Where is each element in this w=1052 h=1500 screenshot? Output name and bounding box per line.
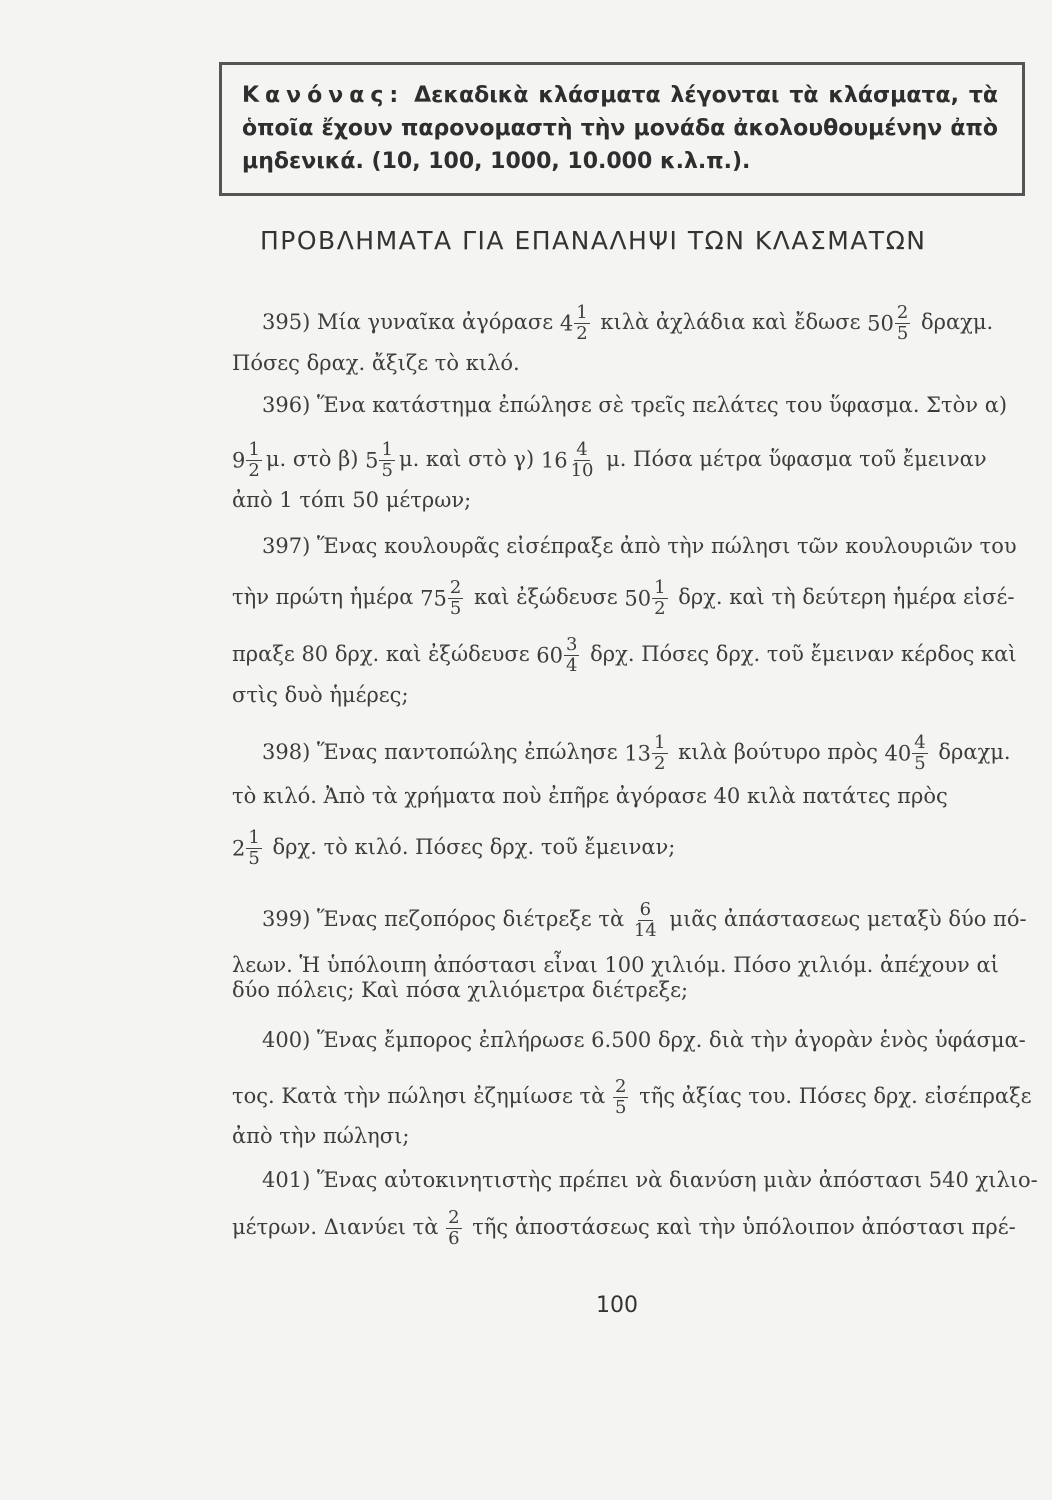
line-text: δρχ. καὶ τὴ δεύτερη ἡμέρα εἰσέ- (671, 585, 1015, 609)
rule-text: Δεκαδικὰ κλάσματα λέγονται τὰ κλάσματα, τὰ ὁποῖα ἔχουν παρονομαστὴ τὴν μονάδα ἀκολουθουμένην ἀπὸ μηδενικά. (10, 100, 1000, 10.000 κ.λ.π.). (242, 83, 998, 174)
line-text: κιλὰ ἀχλάδια καὶ ἔδωσε (593, 310, 868, 334)
denominator: 5 (615, 1097, 627, 1118)
mixed-number (365, 440, 399, 481)
mixed-number (612, 1077, 632, 1118)
numerator: 1 (248, 439, 260, 460)
text-line (232, 952, 1022, 978)
mixed-number (867, 303, 914, 344)
numerator: 2 (449, 577, 462, 598)
denominator: 5 (914, 753, 926, 774)
line-text: 397) Ἕνας κουλουρᾶς εἰσέπραξε ἀπὸ τὴν πώλησι τῶν κουλουριῶν του (262, 534, 1017, 558)
text-line (232, 1208, 1022, 1249)
denominator: 2 (576, 323, 588, 344)
line-text: 401) Ἕνας αὐτοκινητιστὴς πρέπει νὰ διανύση μιὰν ἀπόστασι 540 χιλιο- (262, 1168, 1038, 1192)
line-text: δραχμ. (931, 740, 1011, 764)
numerator: 4 (576, 439, 588, 460)
text-line (232, 578, 1022, 619)
fraction (632, 900, 659, 941)
line-text: 395) Μία γυναῖκα ἀγόρασε (262, 310, 560, 334)
text-line (232, 1123, 1022, 1149)
denominator: 5 (896, 323, 909, 344)
whole-part: 9 (232, 448, 246, 473)
text-line (262, 303, 1022, 344)
text-line (232, 1076, 1032, 1118)
rule-box (219, 62, 1025, 196)
text-line (262, 1027, 1026, 1053)
denominator: 5 (381, 460, 393, 481)
fraction (246, 828, 261, 869)
denominator: 6 (448, 1228, 460, 1249)
line-text: 400) Ἕνας ἔμπορος ἐπλήρωσε 6.500 δρχ. διὰ τὴν ἀγορὰν ἑνὸς ὑφάσμα- (262, 1028, 1026, 1052)
line-text: Πόσες δραχ. ἄξιζε τὸ κιλό. (232, 351, 520, 375)
fraction (379, 440, 394, 481)
mixed-number (624, 733, 671, 774)
fraction (569, 440, 596, 481)
line-text: δρχ. Πόσες δρχ. τοῦ ἔμειναν κέρδος καὶ (583, 642, 1017, 666)
numerator: 3 (566, 634, 578, 655)
text-line (232, 350, 1022, 376)
whole-part: 50 (867, 311, 894, 336)
text-line (232, 828, 1022, 869)
fraction (895, 303, 910, 344)
numerator: 1 (654, 732, 666, 753)
mixed-number (560, 303, 594, 344)
fraction (652, 733, 667, 774)
numerator: 2 (896, 302, 909, 323)
line-text: τος. Κατὰ τὴν πώλησι ἐζημίωσε τὰ (232, 1084, 613, 1108)
text-line (262, 733, 1022, 774)
whole-part: 60 (536, 643, 563, 668)
numerator: 1 (576, 302, 588, 323)
line-text: ἀπὸ τὴν πώλησι; (232, 1124, 410, 1148)
whole-part: 75 (420, 586, 447, 611)
line-text: δραχμ. (914, 310, 994, 334)
text-line (232, 783, 1022, 809)
denominator: 5 (449, 598, 462, 619)
text-line (232, 440, 1022, 481)
numerator: 1 (654, 577, 666, 598)
line-text: λεων. Ἡ ὑπόλοιπη ἀπόστασι εἶναι 100 χιλιόμ. Πόσο χιλιόμ. ἀπέχουν αἱ (232, 953, 999, 977)
mixed-number (232, 828, 266, 869)
line-text: μέτρων. Διανύει τὰ (232, 1215, 446, 1239)
denominator: 5 (248, 848, 260, 869)
numerator: 2 (615, 1076, 627, 1097)
numerator: 4 (914, 732, 926, 753)
rule-label: Κανόνας: (242, 83, 405, 108)
whole-part: 13 (624, 741, 652, 766)
mixed-number (631, 900, 663, 941)
numerator: 6 (639, 899, 652, 920)
text-line (262, 533, 1022, 559)
line-text: κιλὰ βούτυρο πρὸς (671, 740, 885, 764)
mixed-number (885, 733, 932, 774)
line-text: τῆς ἀποστάσεως καὶ τὴν ὑπόλοιπον ἀπόστασι πρέ- (465, 1215, 1016, 1239)
page-number: 100 (596, 1293, 638, 1318)
whole-part: 2 (232, 836, 246, 861)
numerator: 1 (248, 827, 260, 848)
fraction (564, 635, 579, 676)
line-text: 396) Ἕνα κατάστημα ἐπώλησε σὲ τρεῖς πελάτες του ὕφασμα. Στὸν α) (262, 393, 1008, 417)
fraction (613, 1077, 628, 1118)
fraction (446, 1208, 461, 1249)
whole-part: 40 (884, 741, 912, 766)
text-line (232, 977, 1022, 1003)
numerator: 2 (448, 1207, 460, 1228)
line-text: μ. στὸ β) (265, 447, 366, 471)
section-title: ΠΡΟΒΛΗΜΑΤΑ ΓΙΑ ΕΠΑΝΑΛΗΨΙ ΤΩΝ ΚΛΑΣΜΑΤΩΝ (260, 226, 927, 255)
text-line (232, 682, 1022, 708)
whole-part: 4 (559, 311, 574, 336)
whole-part: 16 (540, 448, 568, 473)
line-text: 398) Ἕνας παντοπώλης ἐπώλησε (262, 740, 625, 764)
mixed-number (536, 635, 583, 676)
text-line (232, 635, 1022, 676)
fraction (912, 733, 927, 774)
line-text: δρχ. τὸ κιλό. Πόσες δρχ. τοῦ ἔμειναν; (265, 835, 676, 859)
mixed-number (541, 440, 600, 481)
fraction (652, 578, 667, 619)
mixed-number (420, 578, 467, 619)
denominator: 14 (633, 920, 657, 941)
denominator: 4 (566, 655, 578, 676)
whole-part: 50 (624, 586, 652, 611)
denominator: 2 (654, 598, 666, 619)
whole-part: 5 (365, 448, 379, 473)
text-line (262, 899, 1027, 941)
rule-text-block (242, 79, 998, 178)
denominator: 2 (248, 460, 260, 481)
mixed-number (232, 440, 266, 481)
text-line (262, 392, 1022, 418)
fraction (574, 303, 589, 344)
line-text: μ. καὶ στὸ γ) (398, 447, 541, 471)
line-text: τὸ κιλό. Ἀπὸ τὰ χρήματα ποὺ ἐπῆρε ἀγόρασε 40 κιλὰ πατάτες πρὸς (232, 784, 948, 808)
text-line (262, 1167, 1038, 1193)
mixed-number (624, 578, 671, 619)
line-text: πραξε 80 δρχ. καὶ ἐξώδευσε (232, 642, 537, 666)
line-text: καὶ ἐξώδευσε (467, 585, 625, 609)
line-text: ἀπὸ 1 τόπι 50 μέτρων; (232, 488, 472, 512)
line-text: μ. Πόσα μέτρα ὕφασμα τοῦ ἔμειναν (599, 447, 987, 471)
line-text: τῆς ἀξίας του. Πόσες δρχ. εἰσέπραξε (632, 1084, 1032, 1108)
line-text: μιᾶς ἀπάστασεως μεταξὺ δύο πό- (662, 907, 1027, 931)
line-text: στὶς δυὸ ἡμέρες; (232, 683, 409, 707)
fraction (448, 578, 463, 619)
mixed-number (445, 1208, 465, 1249)
denominator: 2 (654, 753, 666, 774)
line-text: τὴν πρώτη ἡμέρα (232, 585, 421, 609)
line-text: 399) Ἕνας πεζοπόρος διέτρεξε τὰ (262, 907, 631, 931)
fraction (246, 440, 261, 481)
line-text: δύο πόλεις; Καὶ πόσα χιλιόμετρα διέτρεξε; (232, 978, 689, 1002)
denominator: 10 (570, 460, 594, 481)
numerator: 1 (381, 439, 393, 460)
text-line (232, 487, 1022, 513)
